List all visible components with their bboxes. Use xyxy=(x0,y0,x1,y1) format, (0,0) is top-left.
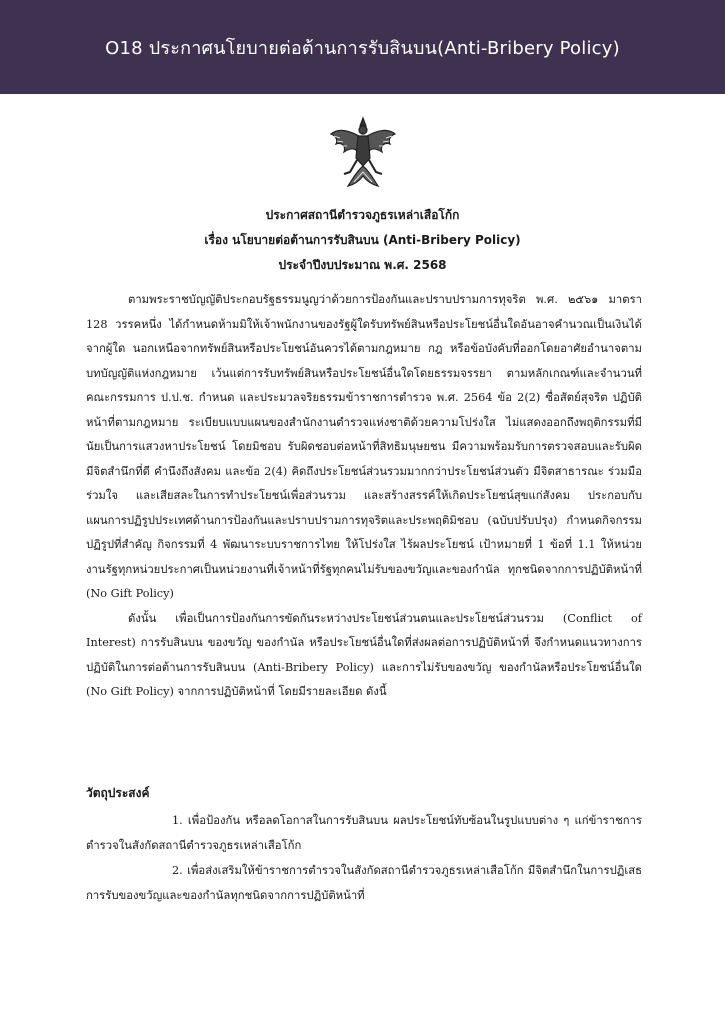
announcement-body xyxy=(86,288,642,705)
body-paragraph-2: ดังนั้น เพื่อเป็นการป้องกันการขัดกันระหว่างประโยชน์ส่วนตนและประโยชน์ส่วนรวม (Conflict of Interest) การรับสินบน ของขวัญ ของกำนัล หรือประโยชน์อื่นใดที่ส่งผลต่อการปฏิบัติหน้าที่ จึงกำหนดแนวทางการปฏิบัติในการต่อต้านการรับสินบน (Anti-Bribery Policy) และการไม่รับของขวัญ ของกำนัลหรือประโยชน์อื่นใด (No Gift Policy) จากการปฏิบัติหน้าที่ โดยมีรายละเอียด ดังนี้ xyxy=(86,611,642,698)
objectives-list xyxy=(86,808,642,908)
body-paragraph-1: ตามพระราชบัญญัติประกอบรัฐธรรมนูญว่าด้วยการป้องกันและปราบปรามการทุจริต พ.ศ. ๒๕๖๑ มาตรา 128 วรรคหนึ่ง ได้กำหนดห้ามมิให้เจ้าพนักงานของรัฐผู้ใดรับทรัพย์สินหรือประโยชน์อื่นใดอันอาจคำนวณเป็นเงินได้จากผู้ใด นอกเหนือจากทรัพย์สินหรือประโยชน์อันควรได้ตามกฎหมาย กฎ หรือข้อบังคับที่ออกโดยอาศัยอำนาจตามบทบัญญัติแห่งกฎหมาย เว้นแต่การรับทรัพย์สินหรือประโยชน์อื่นใดโดยธรรมจรรยา ตามหลักเกณฑ์และจำนวนที่คณะกรรมการ ป.ป.ช. กำหนด และประมวลจริยธรรมข้าราชการตำรวจ พ.ศ. 2564 ข้อ 2(2) ซื่อสัตย์สุจริต ปฏิบัติหน้าที่ตามกฎหมาย ระเบียบแบบแผนของสำนักงานตำรวจแห่งชาติด้วยความโปร่งใส ไม่แสดงออกถึงพฤติกรรมที่มีนัยเป็นการแสวงหาประโยชน์ โดยมิชอบ รับผิดชอบต่อหน้าที่สิทธิมนุษยชน มีความพร้อมรับการตรวจสอบและรับผิด มีจิตสำนึกที่ดี คำนึงถึงสังคม และข้อ 2(4) คิดถึงประโยชน์ส่วนรวมมากกว่าประโยชน์ส่วนตัว มีจิตสาธารณะ ร่วมมือ ร่วมใจ และเสียสละในการทำประโยชน์เพื่อส่วนรวม และสร้างสรรค์ให้เกิดประโยชน์สุขแก่สังคม ประกอบกับ แผนการปฏิรูปประเทศด้านการป้องกันและปราบปรามการทุจริตและประพฤติมิชอบ (ฉบับปรับปรุง) กำหนดกิจกรรมปฏิรูปที่สำคัญ กิจกรรมที่ 4 พัฒนาระบบราชการไทย ให้โปร่งใส ไร้ผลประโยชน์ เป้าหมายที่ 1 ข้อที่ 1.1 ให้หน่วยงานรัฐทุกหน่วยประกาศเป็นหน่วยงานที่เจ้าหน้าที่รัฐทุกคนไม่รับของขวัญและของกำนัล ทุกชนิดจากการปฏิบัติหน้าที่ (No Gift Policy) xyxy=(86,293,642,600)
objective-item-1: 1. เพื่อป้องกัน หรือลดโอกาสในการรับสินบน ผลประโยชน์ทับซ้อนในรูปแบบต่าง ๆ แก่ข้าราชการตำรวจในสังกัดสถานีตำรวจภูธรเหล่าเสือโก้ก xyxy=(86,814,642,852)
header-bar xyxy=(0,0,725,94)
objectives-heading: วัตถุประสงค์ xyxy=(86,786,150,800)
objective-item-2: 2. เพื่อส่งเสริมให้ข้าราชการตำรวจในสังกัดสถานีตำรวจภูธรเหล่าเสือโก้ก มีจิตสำนึกในการปฏิเสธ การรับของขวัญและของกำนัลทุกชนิดจากการปฏิบัติหน้าที่ xyxy=(86,864,642,902)
page-title: O18 ประกาศนโยบายต่อต้านการรับสินบน(Anti-Bribery Policy) xyxy=(105,37,620,59)
garuda-emblem-icon xyxy=(328,114,398,190)
announcement-fiscal-year: ประจำปีงบประมาณ พ.ศ. 2568 xyxy=(278,258,447,272)
announcement-issuer: ประกาศสถานีตำรวจภูธรเหล่าเสือโก้ก xyxy=(265,208,460,222)
announcement-subject: เรื่อง นโยบายต่อต้านการรับสินบน (Anti-Bribery Policy) xyxy=(204,233,521,247)
